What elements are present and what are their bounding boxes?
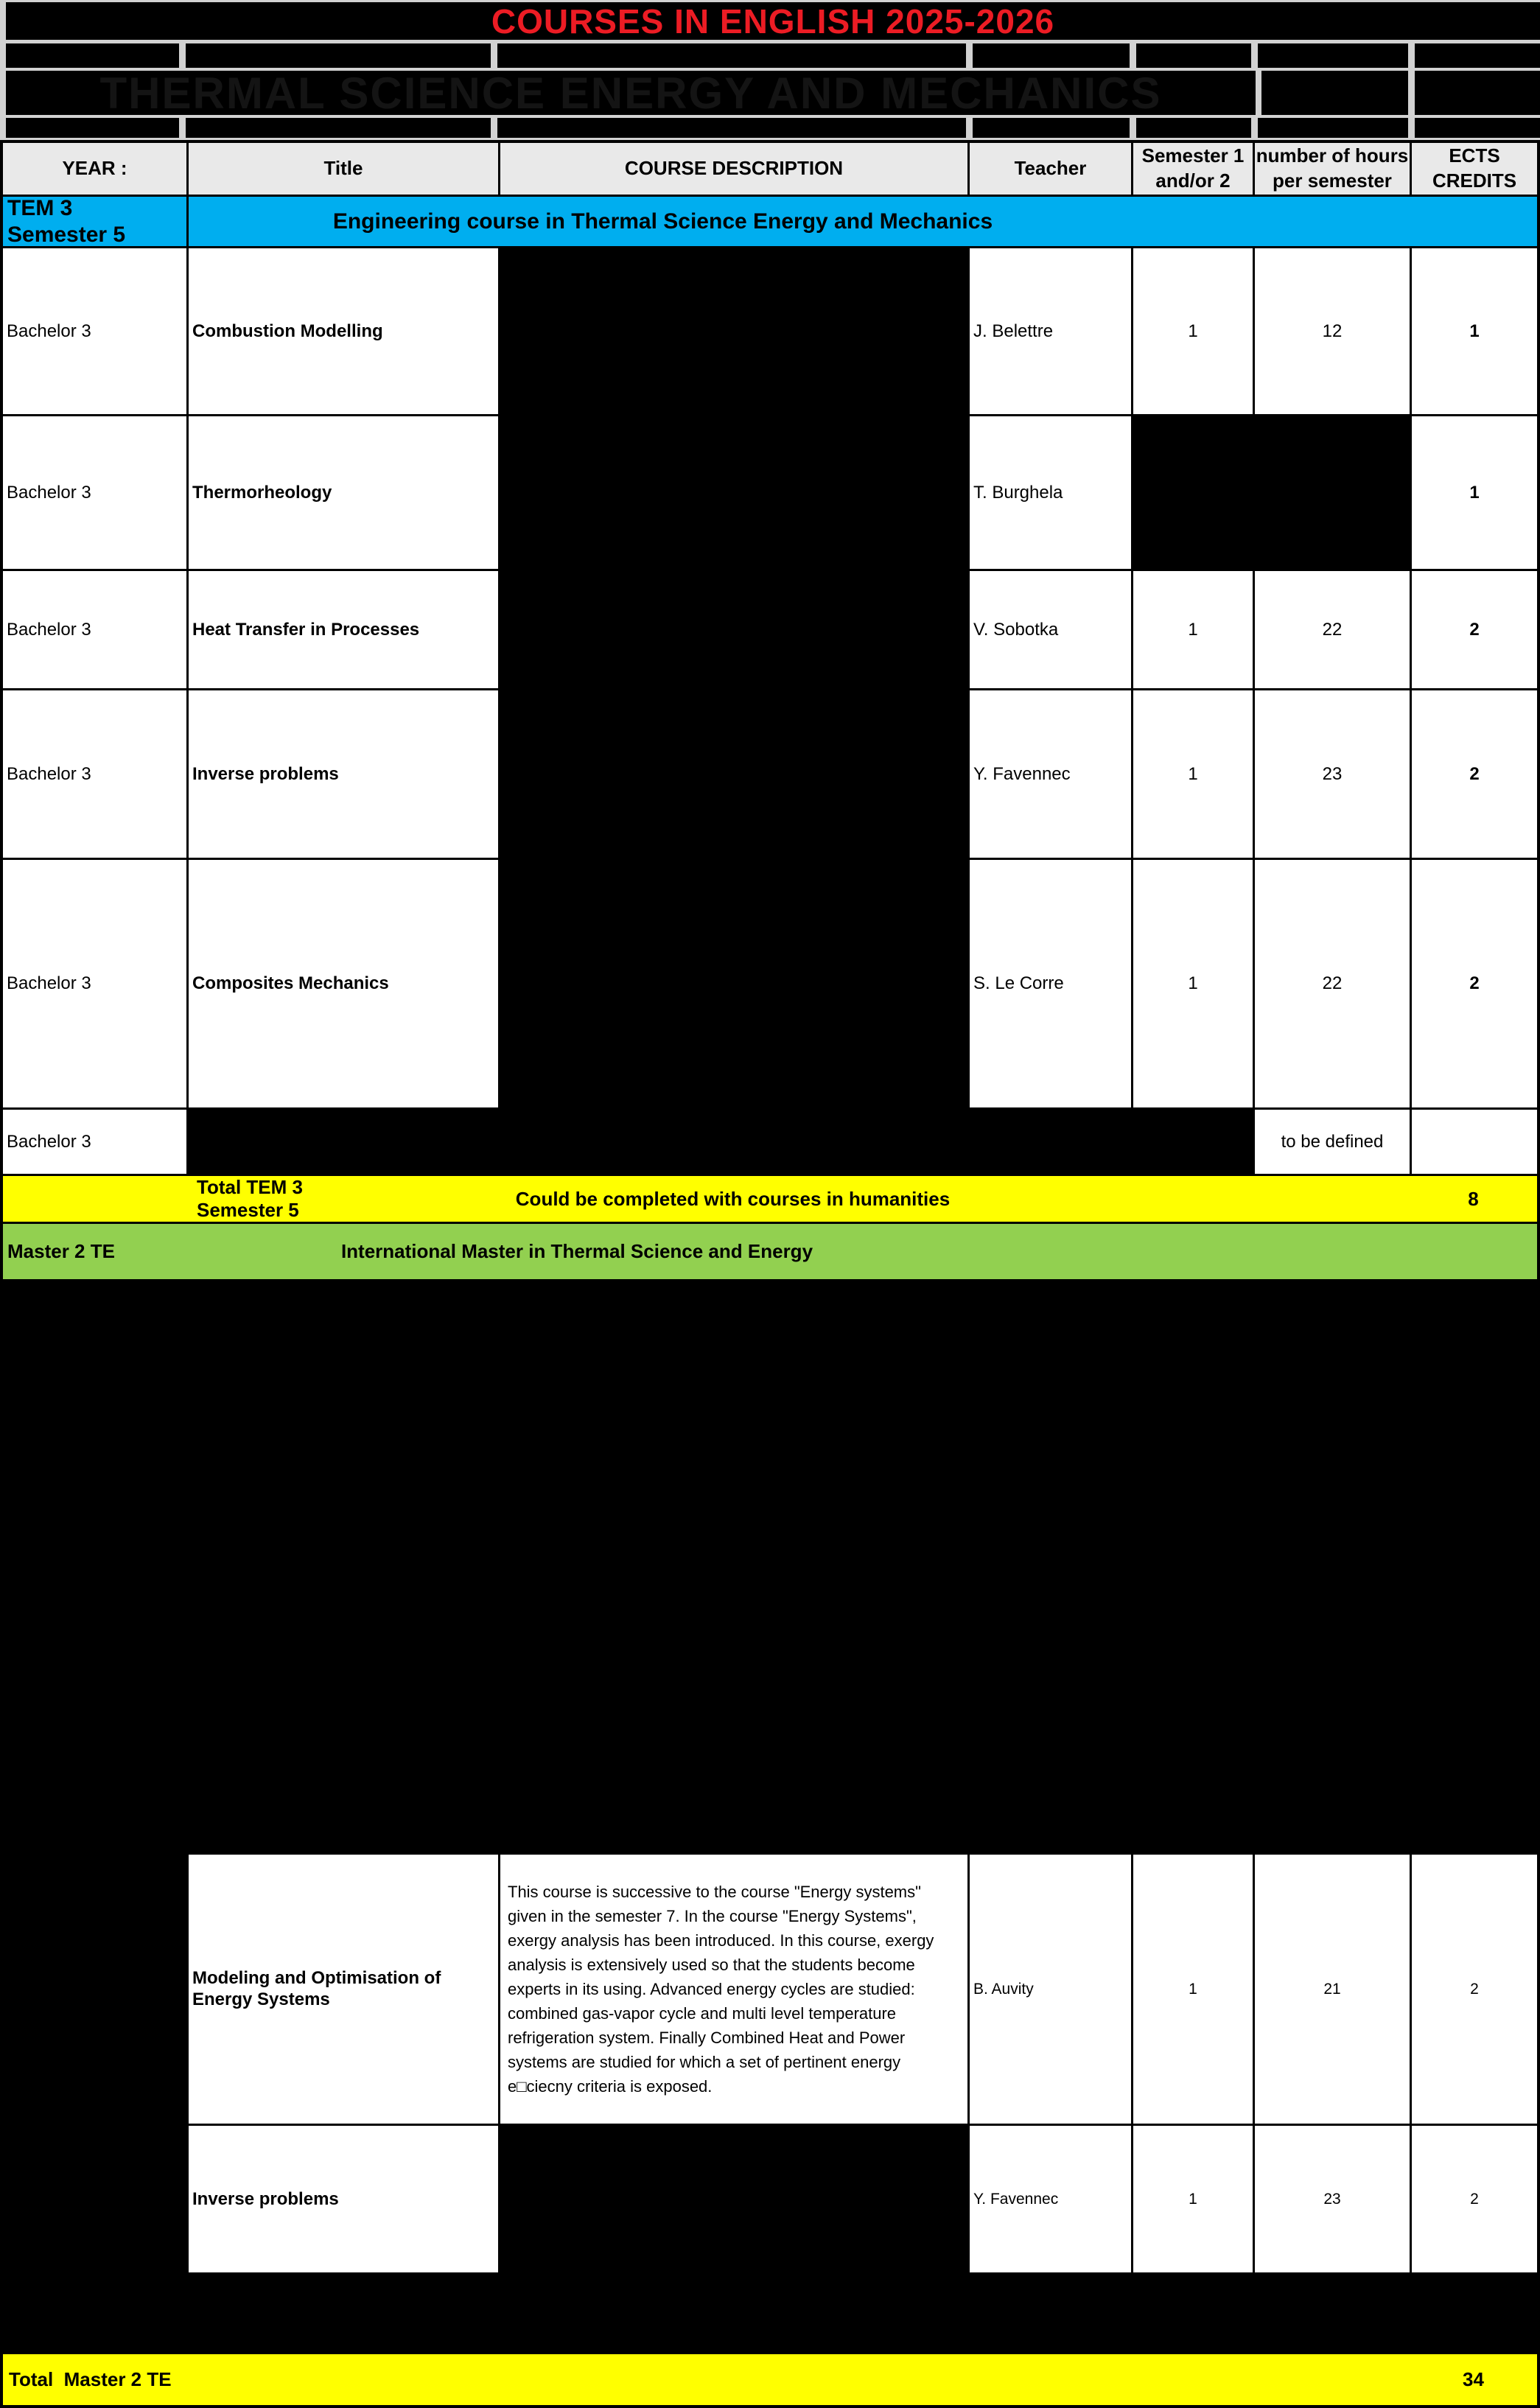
redacted-banner-row — [0, 68, 1540, 118]
redacted-row — [3, 2272, 1537, 2352]
section-row-tem3 — [3, 195, 1537, 246]
table-row — [3, 688, 1537, 858]
ects-cell: 1 — [1410, 416, 1537, 569]
ects-cell: 2 — [1410, 1855, 1537, 2124]
column-header-title: Title — [186, 143, 498, 195]
redacted-cell — [497, 118, 966, 138]
teacher-cell: S. Le Corre — [967, 860, 1131, 1107]
course-title: Modeling and Optimisation of Energy Systems — [186, 1855, 498, 2124]
course-description: This course is successive to the course "Energy systems" given in the semester 7. In the course "Energy Systems", exergy analysis has been introduced. In this course, exergy analysis is extensively used so that the students become experts in its using. Advanced energy cycles are studied: combined gas-vapor cycle and multi level temperature refrigeration system. Finally Combined Heat and Power systems are studied for which a set of pertinent energy e□ciecny criteria is exposed. — [498, 1855, 967, 2124]
semester-cell: 1 — [1131, 571, 1253, 688]
total-note: Could be completed with courses in humanities — [515, 1187, 951, 1210]
redacted-year — [3, 2126, 186, 2272]
hours-cell: 23 — [1253, 2126, 1410, 2272]
redacted-description — [498, 2126, 967, 2272]
ects-cell: 2 — [1410, 2126, 1537, 2272]
hours-cell: 22 — [1253, 571, 1410, 688]
redacted-cell — [973, 118, 1130, 138]
redacted-description — [498, 690, 967, 858]
redacted-banner — [6, 68, 1256, 118]
column-header-semester: Semester 1 and/or 2 — [1131, 143, 1253, 195]
ects-cell: 1 — [1410, 248, 1537, 414]
redacted-cell — [1415, 43, 1540, 68]
year-cell: Bachelor 3 — [7, 321, 91, 341]
semester-cell: 1 — [1131, 2126, 1253, 2272]
table-header-row — [3, 143, 1537, 195]
course-title: Inverse problems — [186, 2126, 498, 2272]
redacted-cell — [1258, 43, 1408, 68]
total-label: Total Master 2 TE — [9, 2368, 172, 2390]
redacted-description — [498, 571, 967, 688]
column-header-description: COURSE DESCRIPTION — [498, 143, 967, 195]
redacted-header-row — [0, 43, 1540, 68]
redacted-cell — [973, 43, 1130, 68]
section-heading: International Master in Thermal Science and Energy — [340, 1240, 813, 1262]
column-header-hours: number of hours per semester — [1253, 143, 1410, 195]
course-title: Inverse problems — [186, 690, 498, 858]
redacted-cell — [186, 1110, 1253, 1174]
teacher-cell: V. Sobotka — [967, 571, 1131, 688]
document-title-band — [6, 2, 1540, 40]
redacted-cell — [6, 118, 179, 138]
hours-cell: 22 — [1253, 860, 1410, 1107]
section-heading-filler — [967, 1224, 1537, 1279]
section-label: Master 2 TE — [7, 1240, 115, 1262]
ects-cell: 2 — [1410, 690, 1537, 858]
redacted-description — [498, 860, 967, 1107]
redacted-cell — [1415, 118, 1540, 138]
redacted-row — [3, 1279, 1537, 1419]
hours-cell: 12 — [1253, 248, 1410, 414]
ghost-banner-text: THERMAL SCIENCE ENERGY AND MECHANICS — [99, 68, 1162, 118]
course-title: Combustion Modelling — [186, 248, 498, 414]
redacted-cell — [1261, 71, 1408, 115]
redacted-description — [498, 416, 967, 569]
section-label: TEM 3 Semester 5 — [7, 197, 126, 246]
year-cell: Bachelor 3 — [7, 973, 91, 993]
total-ects: 34 — [1463, 2368, 1484, 2390]
table-row — [3, 2124, 1537, 2272]
table-row — [3, 569, 1537, 688]
column-header-teacher: Teacher — [967, 143, 1131, 195]
section-row-master2 — [3, 1222, 1537, 1279]
hours-cell: 23 — [1253, 690, 1410, 858]
total-row-master2 — [3, 2352, 1537, 2405]
redacted-row — [3, 1750, 1537, 1852]
redacted-header-row — [0, 118, 1540, 138]
year-cell: Bachelor 3 — [7, 482, 91, 503]
redacted-cell — [186, 43, 491, 68]
redacted-cell — [1136, 43, 1251, 68]
total-label: Total TEM 3 Semester 5 — [197, 1176, 303, 1221]
teacher-cell: Y. Favennec — [967, 690, 1131, 858]
redacted-cell — [1258, 118, 1408, 138]
spacer-cell — [967, 1176, 1410, 1222]
teacher-cell: T. Burghela — [967, 416, 1131, 569]
year-cell: Bachelor 3 — [7, 619, 91, 640]
redacted-row — [3, 1419, 1537, 1539]
redacted-cell — [1131, 416, 1410, 569]
column-header-ects: ECTS CREDITS — [1410, 143, 1537, 195]
redacted-cell — [1136, 118, 1251, 138]
courses-table — [0, 140, 1540, 2408]
table-row — [3, 414, 1537, 569]
hours-cell: 21 — [1253, 1855, 1410, 2124]
ects-cell: 2 — [1410, 860, 1537, 1107]
redacted-cell — [186, 118, 491, 138]
year-cell: Bachelor 3 — [7, 763, 91, 784]
year-cell: Bachelor 3 — [7, 1131, 91, 1152]
course-title: Heat Transfer in Processes — [186, 571, 498, 688]
table-row — [3, 246, 1537, 414]
table-row — [3, 858, 1537, 1107]
redacted-row — [3, 1539, 1537, 1645]
total-row-tem3 — [3, 1174, 1537, 1222]
column-header-year: YEAR : — [3, 143, 186, 195]
semester-cell: 1 — [1131, 860, 1253, 1107]
ects-cell — [1410, 1110, 1537, 1174]
ects-cell: 2 — [1410, 571, 1537, 688]
spacer-cell — [3, 1176, 186, 1222]
redacted-cell — [1415, 71, 1540, 115]
redacted-year — [3, 1855, 186, 2124]
section-heading: Engineering course in Thermal Science Energy and Mechanics — [186, 197, 1137, 246]
semester-cell: 1 — [1131, 248, 1253, 414]
redacted-cell — [6, 43, 179, 68]
teacher-cell: Y. Favennec — [967, 2126, 1131, 2272]
document-title: COURSES IN ENGLISH 2025-2026 — [491, 1, 1055, 41]
semester-cell: 1 — [1131, 1855, 1253, 2124]
course-title: Composites Mechanics — [186, 860, 498, 1107]
redacted-cell — [497, 43, 966, 68]
teacher-cell: J. Belettre — [967, 248, 1131, 414]
redacted-row — [3, 1645, 1537, 1750]
teacher-cell: B. Auvity — [967, 1855, 1131, 2124]
hours-cell: to be defined — [1253, 1110, 1410, 1174]
table-row — [3, 1852, 1537, 2124]
total-ects: 8 — [1468, 1187, 1479, 1210]
table-row — [3, 1107, 1537, 1174]
redacted-description — [498, 248, 967, 414]
section-heading-filler — [1137, 197, 1537, 246]
semester-cell: 1 — [1131, 690, 1253, 858]
course-title: Thermorheology — [186, 416, 498, 569]
